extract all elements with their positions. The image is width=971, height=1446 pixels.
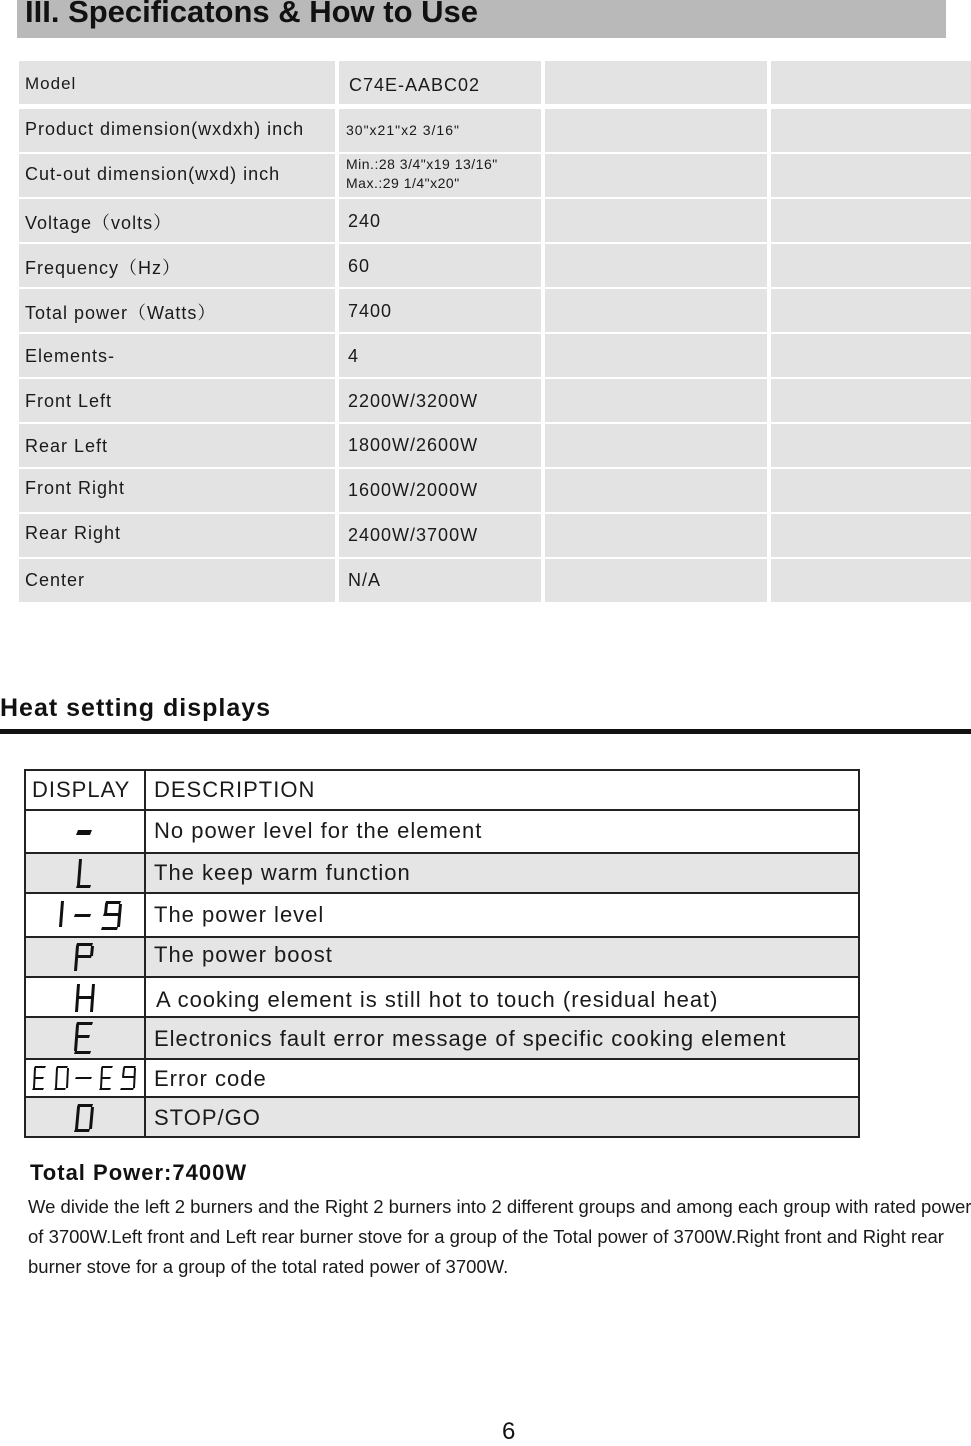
spec-label: Frequency（Hz） (25, 258, 182, 278)
display-table (24, 769, 860, 1138)
section-title: III. Specificatons & How to Use (25, 0, 479, 29)
spec-value: C74E-AABC02 (349, 75, 481, 95)
display-description: No power level for the element (154, 818, 483, 843)
display-row-h (26, 976, 858, 1016)
display-column-divider (144, 771, 146, 1136)
e0-e9-symbol-icon (30, 1064, 142, 1094)
e-symbol-icon (71, 1020, 97, 1056)
one-to-nine-symbol-icon (54, 899, 126, 933)
h-symbol-icon (71, 982, 99, 1016)
display-description: The power level (154, 902, 325, 927)
spec-label: Total power（Watts） (25, 303, 217, 323)
display-row-e (26, 1016, 858, 1058)
header-description: DESCRIPTION (154, 777, 316, 802)
spec-value: 2400W/3700W (348, 525, 479, 545)
total-power-title: Total Power:7400W (30, 1160, 248, 1185)
display-row-e0-e9 (26, 1058, 858, 1096)
zero-symbol-icon (72, 1102, 96, 1134)
dash-symbol-icon (75, 828, 95, 838)
spec-label: Rear Left (25, 436, 109, 456)
spec-label: Front Right (25, 478, 126, 498)
header-display: DISPLAY (32, 777, 131, 802)
display-description: A cooking element is still hot to touch (residual heat) (156, 987, 719, 1012)
spec-label: Voltage（volts） (25, 213, 173, 233)
spec-label: Model (25, 74, 77, 93)
spec-value-max: Max.:29 1/4"x20" (346, 175, 460, 191)
display-row-p (26, 936, 858, 976)
heat-title-rule (0, 729, 971, 734)
page-number: 6 (502, 1418, 516, 1445)
heat-setting-title: Heat setting displays (0, 694, 272, 722)
total-power-paragraph: We divide the left 2 burners and the Right 2 burners into 2 different groups and among each group with rated power of 3700W.Left front and Left rear burner stove for a group of the Total power of 3700W.Right front and Right rear burner stove for a group of the total rated power of 3700W. (28, 1196, 971, 1277)
spec-label: Rear Right (25, 523, 122, 543)
display-row-dash (26, 809, 858, 852)
display-description: Error code (154, 1066, 267, 1091)
spec-value: 30"x21"x2 3/16" (346, 122, 460, 138)
p-symbol-icon (71, 941, 97, 975)
spec-value: 60 (348, 256, 371, 276)
spec-value: 2200W/3200W (348, 391, 479, 411)
spec-value-min: Min.:28 3/4"x19 13/16" (346, 156, 498, 172)
l-symbol-icon (74, 857, 96, 891)
spec-value: 240 (348, 211, 382, 231)
display-description: STOP/GO (154, 1105, 261, 1130)
spec-label: Elements- (25, 346, 116, 366)
spec-value: 4 (348, 346, 360, 366)
spec-value: 1600W/2000W (348, 480, 479, 500)
display-row-1-9 (26, 892, 858, 936)
spec-label: Cut-out dimension(wxd) inch (25, 164, 281, 184)
display-row-0 (26, 1096, 858, 1136)
spec-value: 1800W/2600W (348, 435, 479, 455)
spec-label: Product dimension(wxdxh) inch (25, 119, 305, 139)
spec-value: N/A (348, 570, 382, 590)
spec-value: 7400 (348, 301, 393, 321)
display-table-header (26, 771, 858, 809)
spec-label: Front Left (25, 391, 113, 411)
display-row-l (26, 852, 858, 892)
display-description: The power boost (154, 942, 333, 967)
section-header (17, 0, 946, 38)
spec-label: Center (25, 570, 86, 590)
display-description: Electronics fault error message of specific cooking element (154, 1026, 787, 1051)
display-description: The keep warm function (154, 860, 411, 885)
